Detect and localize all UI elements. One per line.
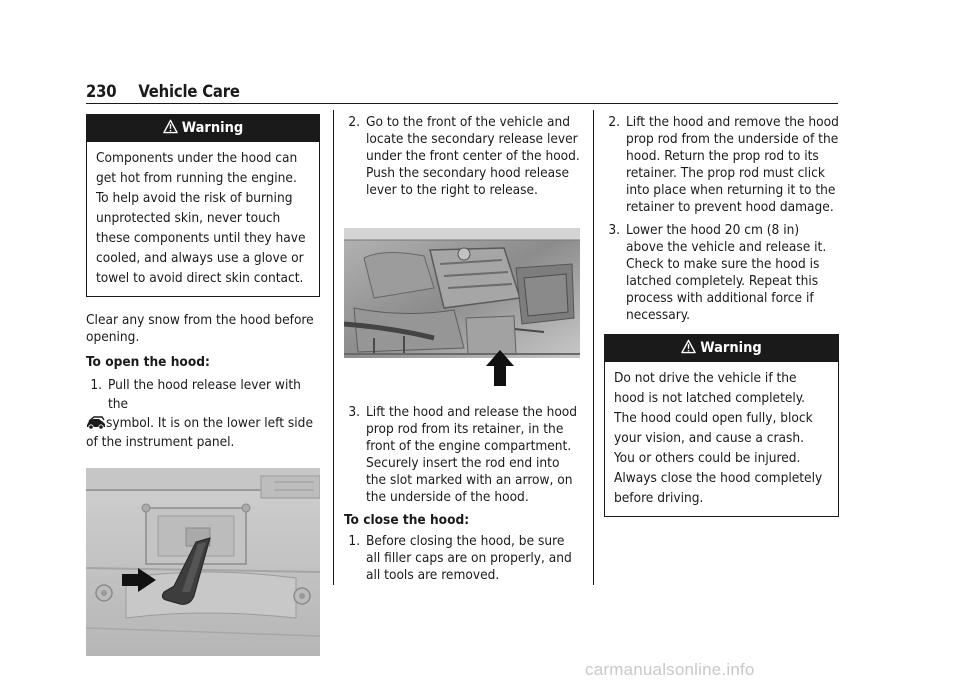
close-step-1 bbox=[344, 533, 580, 584]
warning-title: Warning bbox=[181, 120, 244, 136]
step-1-text-a: Pull the hood release lever with the bbox=[108, 377, 301, 412]
snow-paragraph: Clear any snow from the hood before opening. bbox=[86, 312, 314, 345]
warning-text: Components under the hood can get hot from running the engine. To help avoid the risk of burning unprotected skin, never touch these components until they have cooled, and always use a glove or towel to avoid direct skin contact. bbox=[96, 150, 306, 286]
step-1-text-b: symbol. It is on the lower left side of the instrument panel. bbox=[86, 415, 313, 450]
open-step-3 bbox=[344, 404, 580, 506]
close-step-2 bbox=[604, 114, 839, 216]
engine-compartment-image bbox=[344, 228, 580, 388]
column-2 bbox=[344, 114, 580, 584]
warning-box-hot-components bbox=[86, 114, 320, 297]
car-hood-symbol-icon bbox=[86, 416, 106, 430]
close-step-3 bbox=[604, 222, 839, 324]
step-text: Lift the hood and release the hood prop rod from its retainer, in the front of the engine compartment. Securely insert the rod end into the slot marked with an arrow, on the underside of the hood. bbox=[366, 404, 578, 505]
open-step-1-continued bbox=[86, 414, 320, 452]
step-number: 2. bbox=[608, 114, 620, 130]
step-number: 2. bbox=[348, 114, 360, 130]
warning-box-hood-latched bbox=[604, 334, 839, 517]
warning-text: Do not drive the vehicle if the hood is not latched completely. The hood could open fully, block your vision, and cause a crash. You or others could be injured. Always close the hood completely before driving. bbox=[614, 370, 823, 506]
warning-title: Warning bbox=[700, 340, 762, 356]
section-title: Vehicle Care bbox=[138, 82, 240, 101]
header-rule bbox=[86, 103, 838, 104]
step-number: 1. bbox=[348, 533, 360, 549]
open-step-1 bbox=[86, 376, 320, 414]
step-text: Lower the hood 20 cm (8 in) above the vehicle and release it. Check to make sure the hood is latched completely. Repeat this process with additional force if necessary. bbox=[626, 222, 827, 323]
hood-release-lever-image bbox=[86, 468, 320, 656]
column-divider-1 bbox=[333, 110, 334, 585]
page-number: 230 bbox=[86, 82, 117, 101]
watermark: carmanualsonline.info bbox=[585, 660, 755, 679]
page-header bbox=[86, 82, 240, 101]
open-hood-heading: To open the hood: bbox=[86, 354, 210, 370]
close-hood-heading: To close the hood: bbox=[344, 512, 470, 528]
warning-header bbox=[605, 335, 838, 362]
step-text: Before closing the hood, be sure all filler caps are on properly, and all tools are removed. bbox=[366, 533, 572, 583]
step-number: 3. bbox=[348, 404, 360, 420]
column-divider-2 bbox=[593, 110, 594, 585]
warning-icon bbox=[681, 339, 696, 354]
column-1 bbox=[86, 114, 320, 656]
warning-header bbox=[87, 115, 319, 142]
warning-icon bbox=[163, 119, 178, 134]
step-text: Go to the front of the vehicle and locate the secondary release lever under the front center of the hood. Push the secondary hood release lever to the right to release. bbox=[366, 114, 580, 198]
step-number: 3. bbox=[608, 222, 620, 238]
open-step-2 bbox=[344, 114, 580, 199]
step-text: Lift the hood and remove the hood prop rod from the underside of the hood. Return the prop rod to its retainer. The prop rod must click into place when returning it to the retainer to prevent hood damage. bbox=[626, 114, 839, 215]
step-number: 1. bbox=[90, 377, 102, 393]
column-3 bbox=[604, 114, 839, 517]
